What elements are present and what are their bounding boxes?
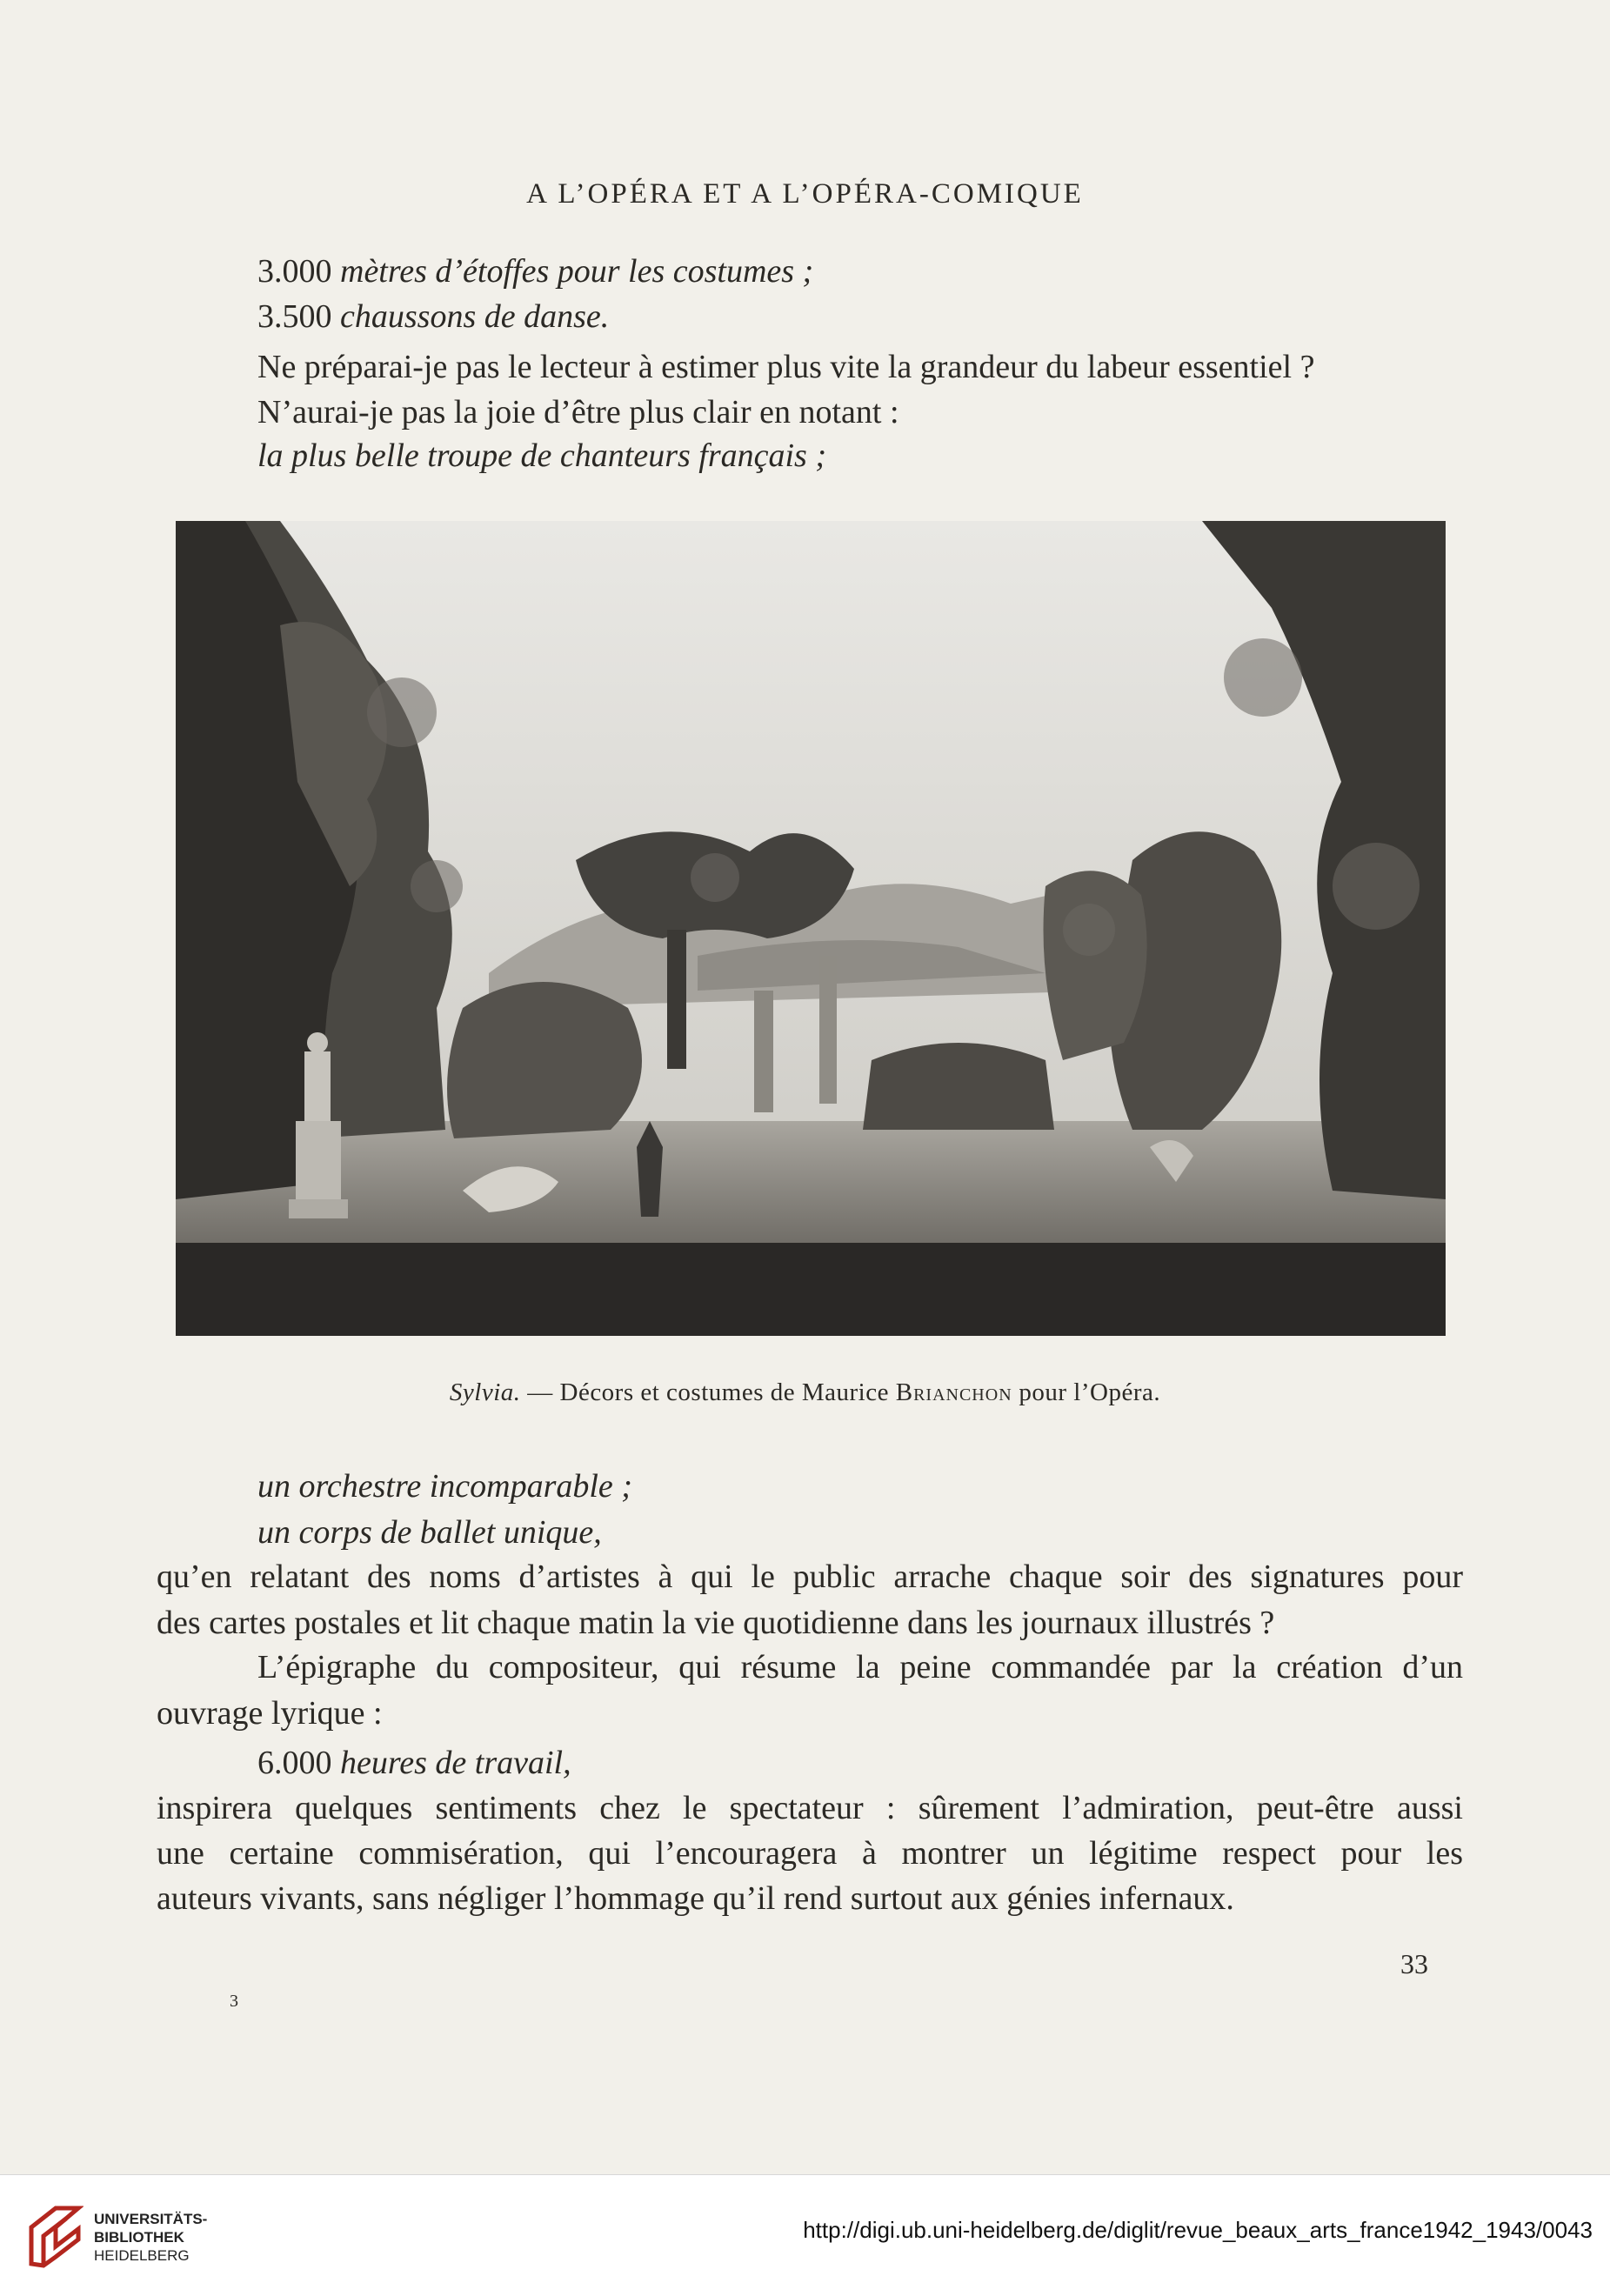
item-text: mètres d’étoffes pour les costumes ; xyxy=(340,253,814,290)
list-line xyxy=(257,300,609,333)
page-number: 33 xyxy=(1400,1948,1428,1979)
quantity: 6.000 xyxy=(257,1745,332,1781)
epigraph-line xyxy=(257,1746,571,1779)
library-line: UNIVERSITÄTS- xyxy=(94,2211,208,2227)
body-line: qu’en relatant des noms d’artistes à qui le public arrache chaque soir des signatures pour xyxy=(157,1558,1463,1595)
signature-mark: 3 xyxy=(230,1992,238,2011)
running-title: A L’OPÉRA ET A L’OPÉRA-COMIQUE xyxy=(526,178,1084,210)
caption-title: Sylvia. xyxy=(449,1378,521,1406)
body-line: N’aurai-je pas la joie d’être plus clair en notant : xyxy=(257,394,899,430)
library-line: BIBLIOTHEK xyxy=(94,2229,184,2246)
stage-set-photograph xyxy=(176,521,1446,1336)
caption-artist-name: Brianchon xyxy=(895,1378,1012,1406)
body-line: une certaine commisération, qui l’encouragera à montrer un légitime respect pour les xyxy=(157,1835,1463,1872)
body-line: L’épigraphe du compositeur, qui résume la peine commandée par la création d’un xyxy=(257,1649,1463,1685)
body-line: ouvrage lyrique : xyxy=(157,1695,383,1732)
body-line: Ne préparai-je pas le lecteur à estimer plus vite la grandeur du labeur essentiel ? xyxy=(257,349,1315,385)
caption-text: — Décors et costumes de Maurice xyxy=(520,1378,896,1406)
item-text: heures de travail, xyxy=(340,1745,571,1781)
body-line: des cartes postales et lit chaque matin la vie quotidienne dans les journaux illustrés ? xyxy=(157,1605,1275,1641)
library-name xyxy=(94,2210,207,2265)
item-text: chaussons de danse. xyxy=(340,298,610,335)
list-line xyxy=(257,255,813,288)
quantity: 3.500 xyxy=(257,298,332,335)
italic-line: un orchestre incomparable ; xyxy=(257,1468,632,1505)
figure-caption xyxy=(0,1378,1610,1407)
italic-line: un corps de ballet unique, xyxy=(257,1514,602,1551)
body-line: auteurs vivants, sans négliger l’hommage qu’il rend surtout aux génies infernaux. xyxy=(157,1880,1234,1917)
permalink-url[interactable]: http://digi.ub.uni-heidelberg.de/diglit/revue_beaux_arts_france1942_1943/0043 xyxy=(803,2217,1593,2243)
quantity: 3.000 xyxy=(257,253,332,290)
library-line: HEIDELBERG xyxy=(94,2247,190,2264)
library-logo-icon xyxy=(26,2201,84,2271)
caption-tail: pour l’Opéra. xyxy=(1012,1378,1161,1406)
italic-line: la plus belle troupe de chanteurs français ; xyxy=(257,437,826,474)
body-line: inspirera quelques sentiments chez le spectateur : sûrement l’admiration, peut-être aussi xyxy=(157,1790,1463,1826)
viewer-footer xyxy=(0,2174,1610,2296)
